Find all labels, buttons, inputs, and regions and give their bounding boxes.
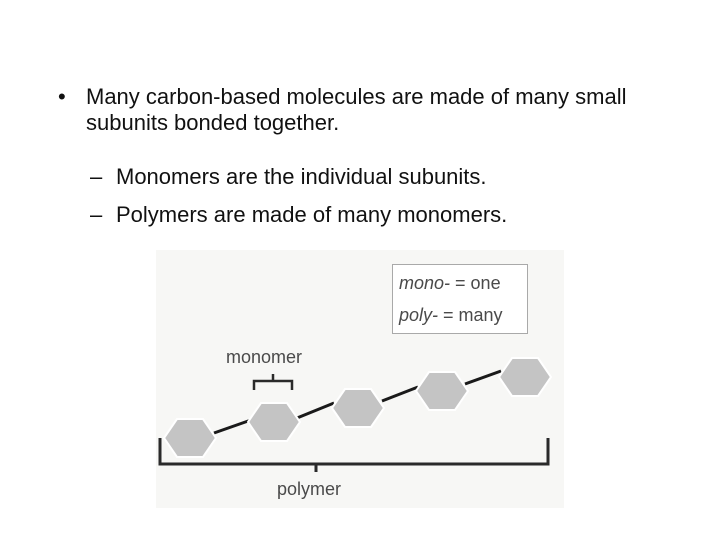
sub-bullet-marker: – [90,164,103,189]
polymer-bracket [160,438,548,472]
bond-line [214,420,251,433]
bond-line [465,371,501,384]
legend-poly [399,305,503,326]
sub-bullet-text: Monomers are the individual subunits. [116,164,487,189]
main-bullet-text: Many carbon-based molecules are made of many small subunits bonded together. [86,84,627,135]
sub-bullet-monomers [90,164,487,190]
legend-mono [399,273,501,294]
monomer-hexagon [499,358,551,396]
legend-poly-prefix: poly- [399,305,439,325]
monomer-hexagon [416,372,468,410]
polymer-label: polymer [277,479,342,499]
legend-poly-meaning: = many [438,305,503,325]
bond-line [382,387,418,401]
sub-bullet-polymers [90,202,507,228]
monomer-bracket [254,374,292,390]
legend-mono-meaning: = one [450,273,501,293]
monomer-hexagon [332,389,384,427]
prefix-legend-box [392,264,528,334]
legend-mono-prefix: mono- [399,273,451,293]
monomer-label: monomer [226,347,303,367]
monomer-hexagon [248,403,300,441]
sub-bullet-text: Polymers are made of many monomers. [116,202,508,227]
bullet-marker: • [58,84,66,109]
sub-bullet-marker: – [90,202,103,227]
polymer-diagram [156,250,564,508]
monomer-hexagon [164,419,216,457]
bond-line [297,403,334,418]
